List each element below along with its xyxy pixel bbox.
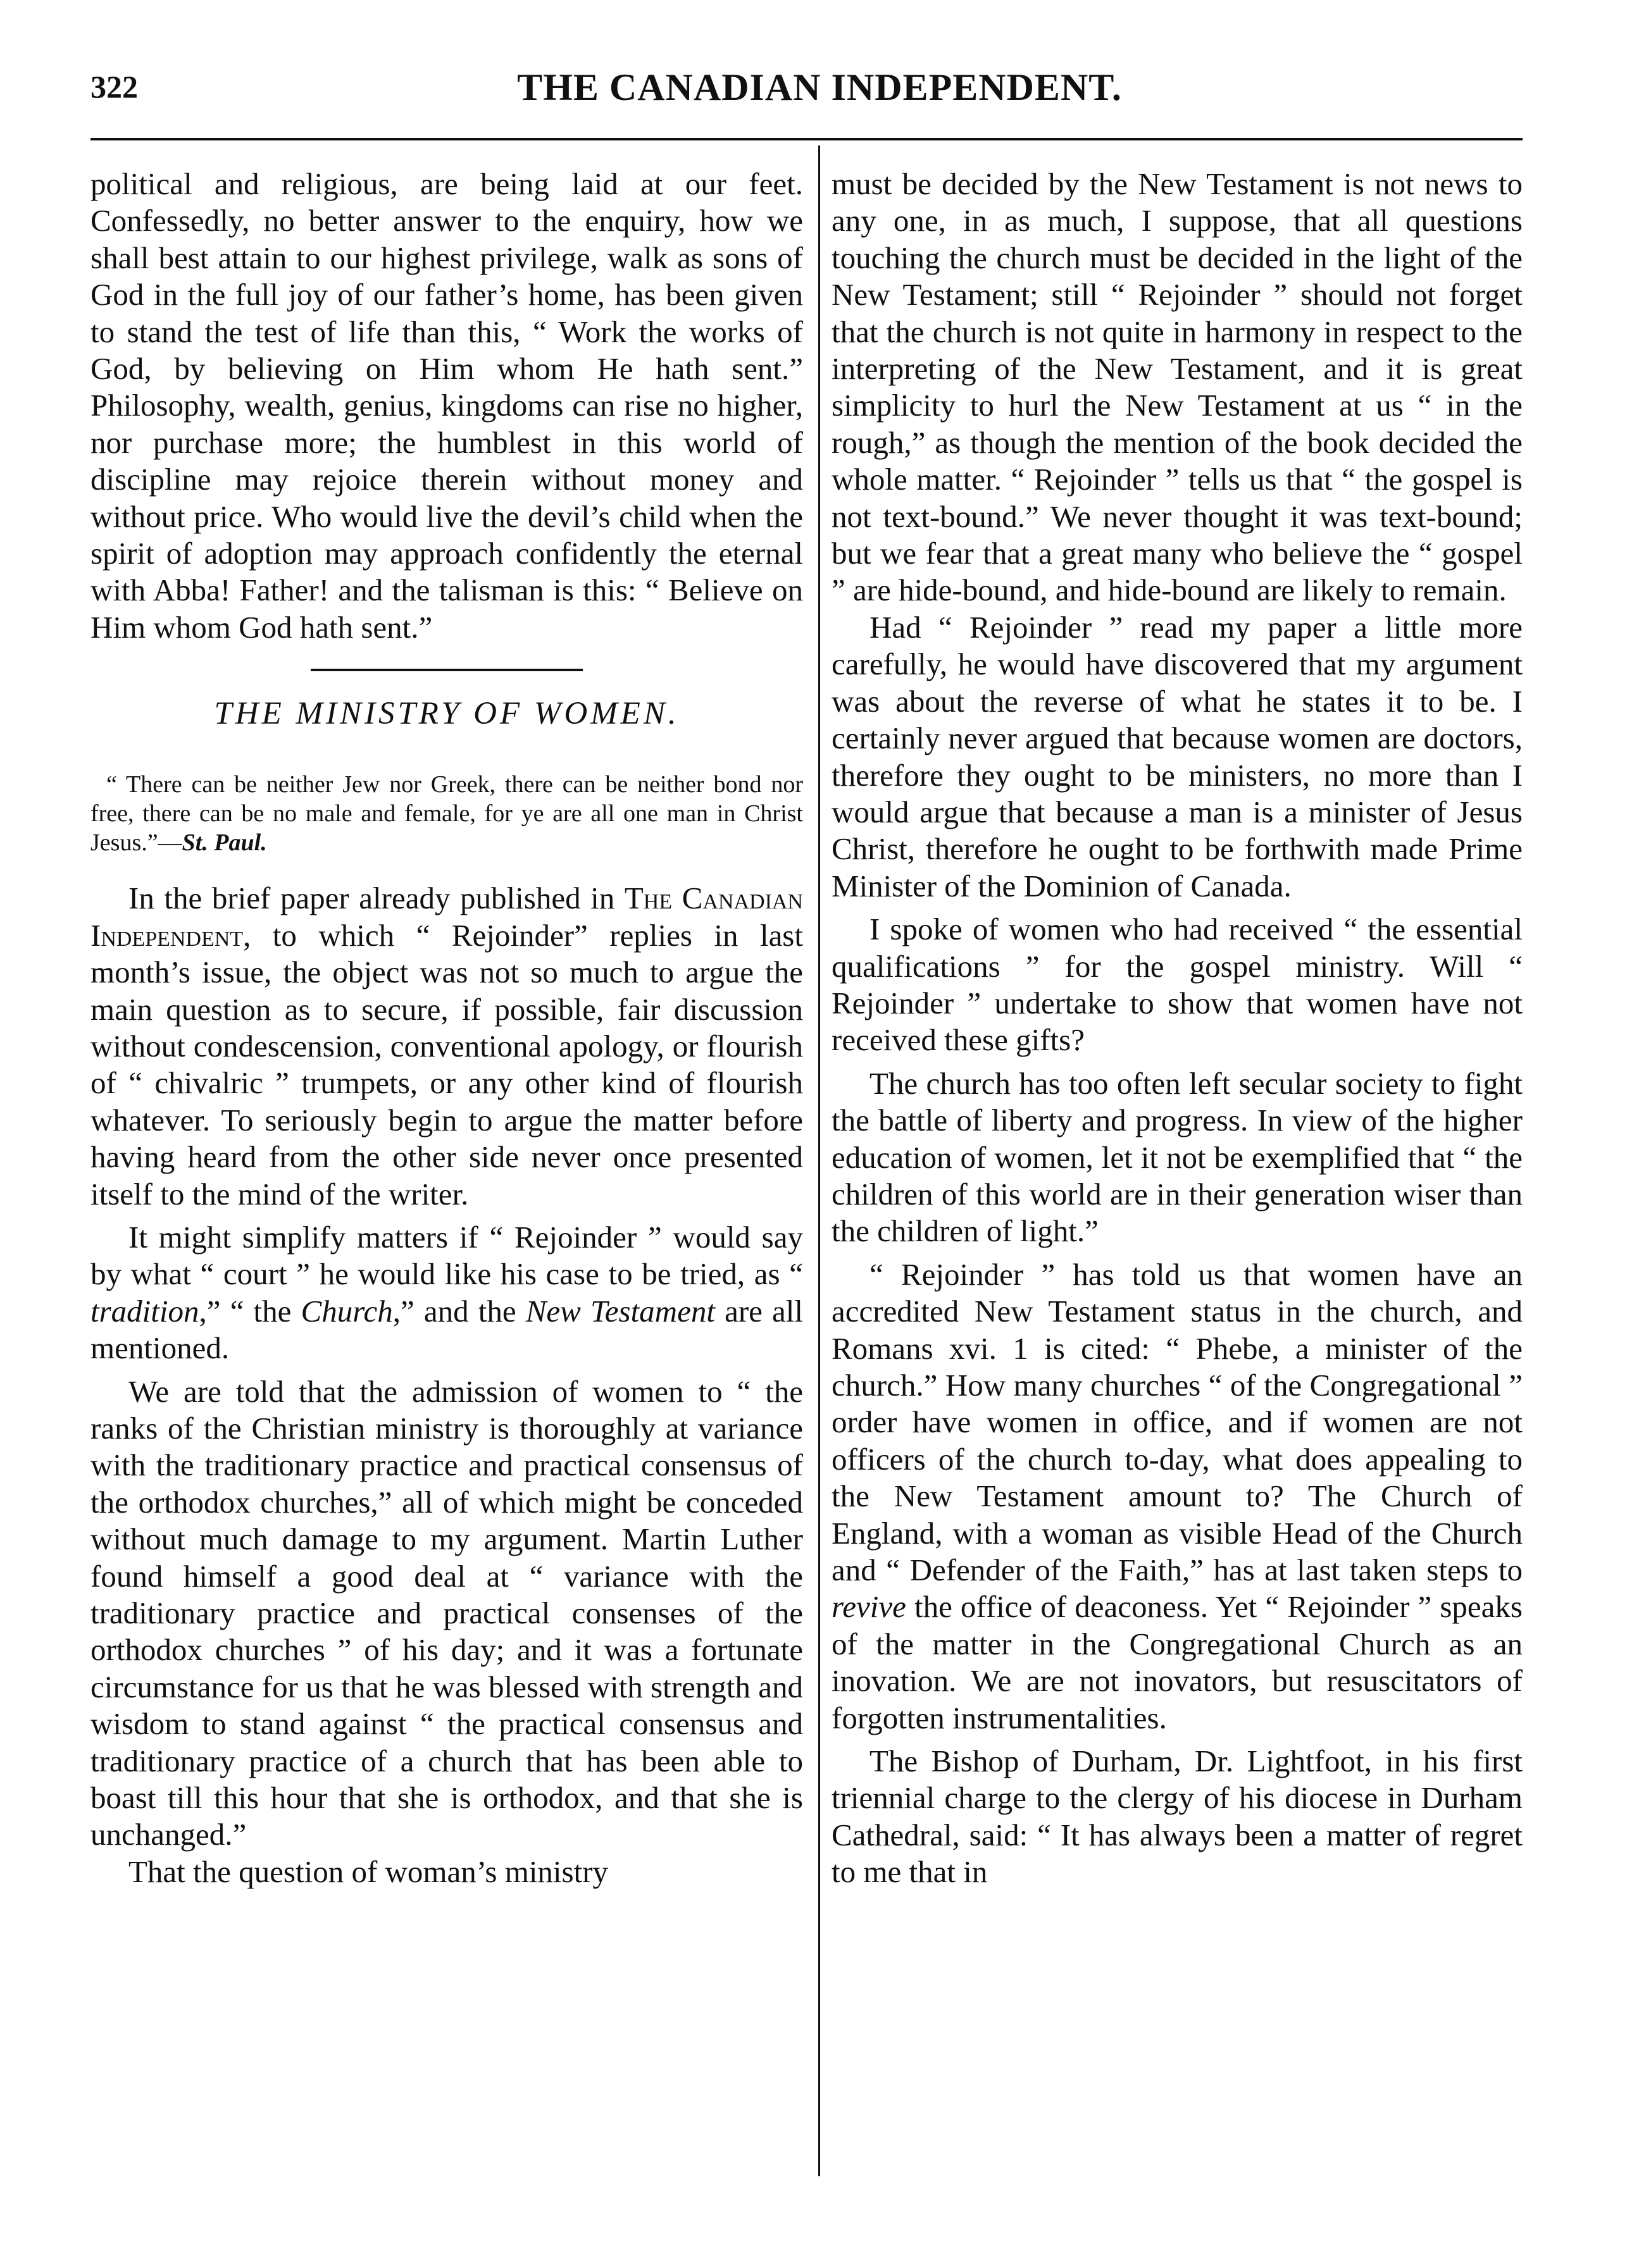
text-run: It might simplify matters if “ Rejoinder ” would say by what “ court ” he would like his case to be tried, as “ — [90, 1219, 803, 1292]
running-head: THE CANADIAN INDEPENDENT. — [517, 66, 1122, 108]
paragraph: The church has too often left secular society to fight the battle of liberty and progress. In view of the higher education of women, let it not be exemplified that “ the children of this world are in their generation wiser than the children of light.” — [832, 1065, 1523, 1249]
text-run: the office of deaconess. Yet “ Rejoinder ” speaks of the matter in the Congregational Church as an inovation. We are not inovators, but resuscitators of forgotten instrumentalities. — [832, 1589, 1523, 1735]
text-run: “ Rejoinder ” has told us that women have an accredited New Testament status in the church, and Romans xvi. 1 is cited: “ Phebe, a minister of the church.” How many churches “ of the Congregational ” order have women in office, and if women are not officers of the church to-day, what does appealing to the New Testament amount to? The Church of England, with a woman as visible Head of the Church and “ Defender of the Faith,” has at last taken steps to — [832, 1256, 1523, 1588]
article-title: THE MINISTRY OF WOMEN. — [214, 696, 680, 732]
left-column — [90, 166, 803, 1890]
paragraph — [90, 880, 803, 1213]
text-run: ,” and the — [392, 1293, 526, 1329]
text-run: In the brief paper already published in — [128, 881, 625, 916]
italic-word: revive — [832, 1589, 906, 1625]
epigraph-author: St. Paul. — [182, 829, 267, 857]
italic-word: New Testament — [525, 1293, 715, 1329]
page-number: 322 — [90, 69, 138, 104]
continued-paragraph: must be decided by the New Testament is not news to any one, in as much, I suppose, that all questions touching the church must be decided in the light of the New Testament; still “ Rejoinder ” should not forget that the church is not quite in harmony in respect to the interpreting of the New Testament, and it is great simplicity to hurl the New Testament at us “ in the rough,” as though the mention of the book decided the whole matter. “ Rejoinder ” tells us that “ the gospel is not text-bound.” We never thought it was text-bound; but we fear that a great many who believe the “ gospel ” are hide-bound, and hide-bound are likely to remain. — [832, 166, 1523, 608]
journal-name: The Canadian Independent — [90, 881, 803, 953]
paragraph: Had “ Rejoinder ” read my paper a little more carefully, he would have discovered that my argument was about the reverse of what he states it to be. I certainly never argued that because women are doctors, therefore they ought to be ministers, no more than I would argue that because a man is a minister of Jesus Christ, therefore he ought to be forthwith made Prime Minister of the Dominion of Canada. — [832, 609, 1523, 903]
paragraph: The Bishop of Durham, Dr. Lightfoot, in his first triennial charge to the clergy of his diocese in Durham Cathedral, said: “ It has always been a matter of regret to me that in — [832, 1744, 1523, 1890]
paragraph: We are told that the admission of women to “ the ranks of the Christian ministry is thoroughly at variance with the traditionary practice and practical consensus of the orthodox churches,” all of which might be conceded without much damage to my argument. Martin Luther found himself a good deal at “ variance with the traditionary practice and practical consenses of the orthodox churches ” of his day; and it was a fortunate circumstance for us that he was blessed with strength and wisdom to stand against “ the practical consensus and traditionary practice of a church that has been able to boast till this hour that she is orthodox, and that she is unchanged.” — [90, 1373, 803, 1852]
header-rule — [90, 138, 1523, 140]
text-run: ,” “ the — [199, 1293, 301, 1329]
paragraph: I spoke of women who had received “ the essential qualifications ” for the gospel ministry. Will “ Rejoinder ” undertake to show that women have not received these gifts? — [832, 912, 1523, 1058]
epigraph — [90, 770, 803, 857]
paragraph — [90, 1219, 803, 1367]
italic-word: Church — [301, 1293, 393, 1329]
section-separator — [311, 669, 583, 671]
text-run: , to which “ Rejoinder” replies in last month’s issue, the object was not so much to argue the main question as to secure, if possible, fair discussion without condescension, conventional apology, or flourish of “ chivalric ” trumpets, or any other kind of flourish whatever. To seriously begin to argue the matter before having heard from the other side never once presented itself to the mind of the writer. — [90, 917, 803, 1211]
right-column — [832, 166, 1523, 1891]
paragraph: That the question of woman’s ministry — [128, 1854, 609, 1889]
paragraph — [832, 1256, 1523, 1737]
continued-paragraph: political and religious, are being laid at our feet. Confessedly, no better answer to the enquiry, how we shall best attain to our highest privilege, walk as sons of God in the full joy of our father’s home, has been given to stand the test of life than this, “ Work the works of God, by believing on Him whom He hath sent.” Philosophy, wealth, genius, kingdoms can rise no higher, nor purchase more; the humblest in this world of discipline may rejoice therein without money and without price. Who would live the devil’s child when the spirit of adoption may approach confidently the eternal with Abba! Father! and the talisman is this: “ Believe on Him whom God hath sent.” — [90, 166, 803, 645]
column-divider — [818, 146, 820, 2176]
epigraph-quote: “ There can be neither Jew nor Greek, there can be neither bond nor free, there can be no male and female, for ye are all one man in Christ Jesus.”— — [90, 771, 803, 857]
text-run: are all mentioned. — [90, 1293, 803, 1366]
italic-word: tradition — [90, 1293, 199, 1329]
